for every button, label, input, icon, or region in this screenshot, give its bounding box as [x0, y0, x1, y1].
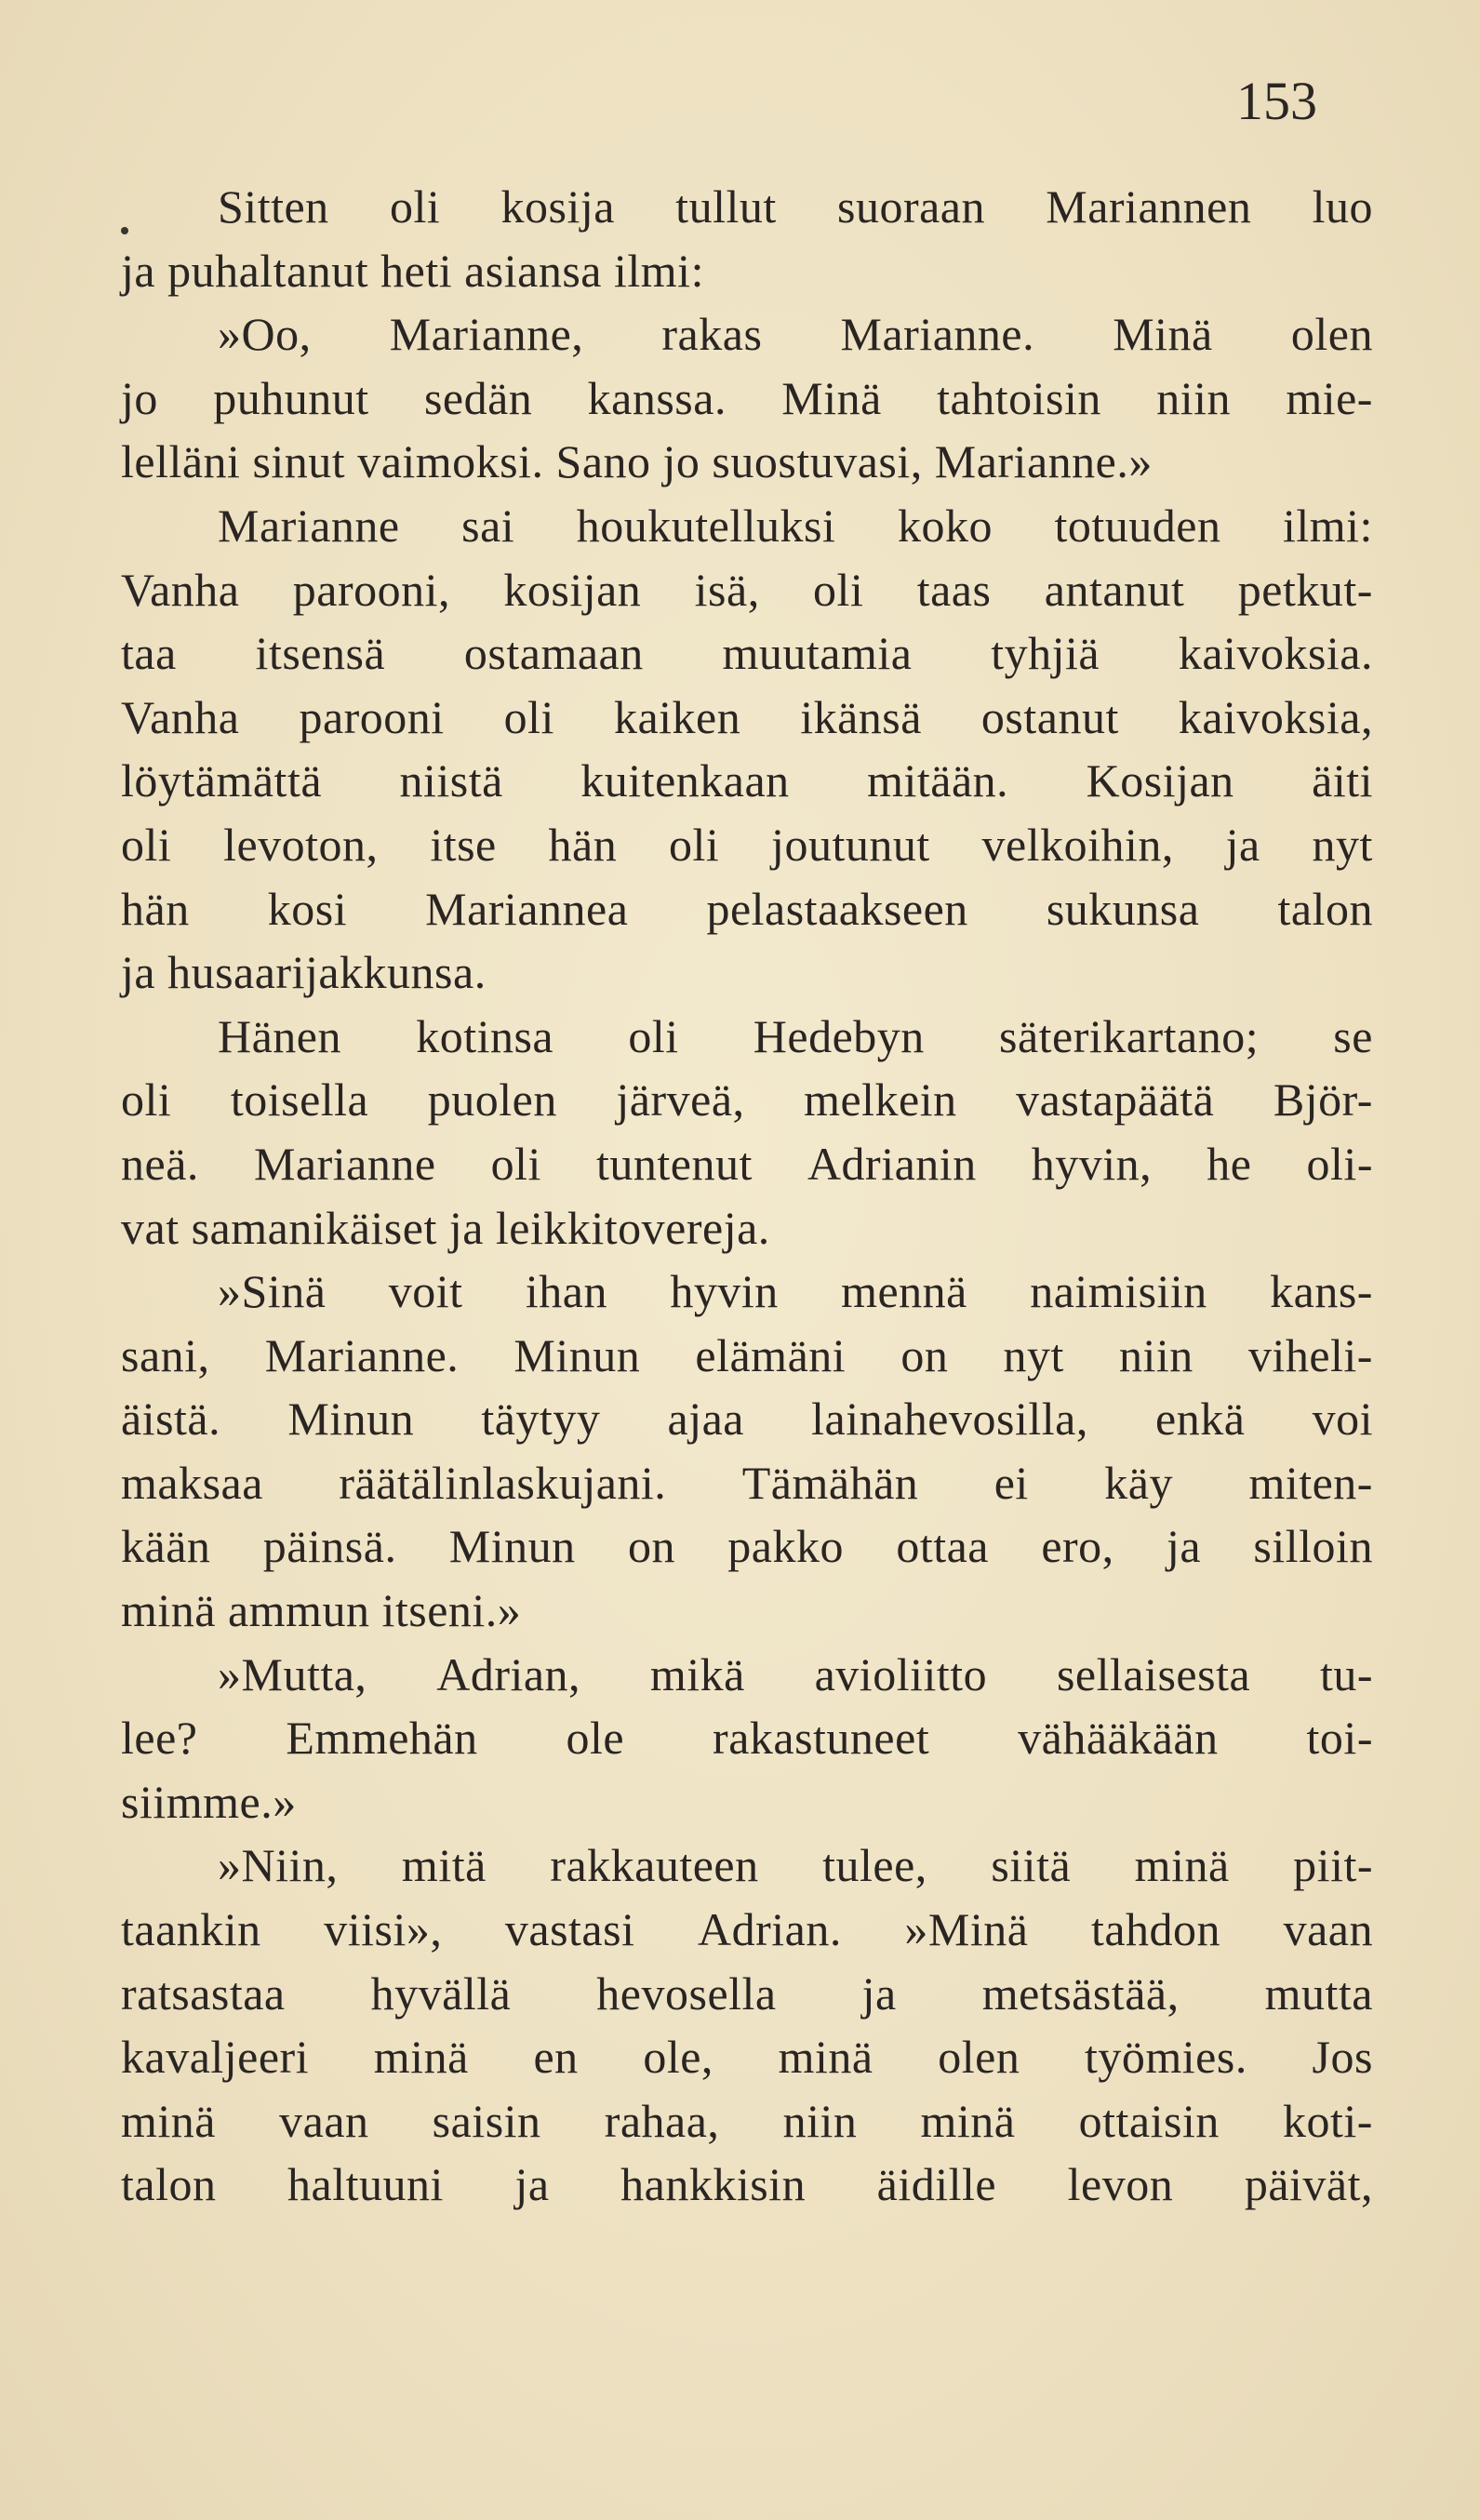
- word: Björ-: [1273, 1073, 1373, 1127]
- word: neä.: [121, 1137, 199, 1190]
- word: he: [1207, 1137, 1252, 1190]
- word: ottaa: [896, 1520, 989, 1573]
- word: itsensä: [255, 627, 386, 680]
- word: totuuden: [1054, 499, 1221, 552]
- word: Marianne: [218, 499, 400, 552]
- text-line: [121, 2153, 1373, 2217]
- word: rakkauteen: [550, 1839, 759, 1892]
- text-line: [121, 558, 1373, 622]
- word: hankkisin: [620, 2158, 807, 2211]
- word: rakas: [661, 308, 763, 361]
- word: antanut: [1044, 563, 1185, 616]
- word: Sitten: [218, 180, 329, 233]
- word: ja: [1225, 818, 1260, 871]
- text-line: [121, 1132, 1373, 1196]
- word: sani,: [121, 1328, 210, 1381]
- text-line: [121, 686, 1373, 750]
- word: ja: [1167, 1520, 1202, 1573]
- word: Minun: [287, 1393, 415, 1446]
- word: vastasi: [504, 1903, 635, 1956]
- word: luo: [1312, 180, 1373, 233]
- word: nyt: [1003, 1328, 1064, 1381]
- word: minä: [1134, 1839, 1230, 1892]
- word: joutunut: [771, 818, 930, 871]
- word: löytämättä: [121, 754, 323, 807]
- word: ei: [993, 1456, 1029, 1509]
- text-line: siimme.»: [121, 1775, 297, 1828]
- word: hän: [548, 818, 618, 871]
- word: jo: [121, 371, 158, 424]
- word: mikä: [649, 1647, 745, 1700]
- word: Mariannen: [1046, 180, 1252, 233]
- word: kans-: [1270, 1265, 1373, 1318]
- word: niin: [782, 2094, 858, 2147]
- word: elämäni: [695, 1328, 847, 1381]
- word: kaivoksia,: [1178, 690, 1373, 743]
- word: oli: [121, 1073, 172, 1127]
- word: Marianne,: [389, 308, 584, 361]
- word: sedän: [423, 371, 533, 424]
- word: oli: [813, 563, 864, 616]
- word: pelastaakseen: [706, 882, 968, 935]
- word: Minä: [781, 371, 882, 424]
- word: minä: [121, 2094, 216, 2147]
- word: taas: [916, 563, 992, 616]
- text-line: [121, 1260, 1373, 1324]
- word: Jos: [1312, 2031, 1373, 2084]
- word: säterikartano;: [998, 1009, 1260, 1062]
- word: kaiken: [613, 690, 741, 743]
- word: kosi: [267, 882, 348, 935]
- word: tuntenut: [596, 1137, 753, 1190]
- word: rakastuneet: [713, 1712, 930, 1765]
- word: sellaisesta: [1056, 1647, 1251, 1700]
- word: pakko: [727, 1520, 844, 1573]
- text-line: lelläni sinut vaimoksi. Sano jo suostuvasi, Marianne.»: [121, 435, 1153, 488]
- word: äiti: [1312, 754, 1373, 807]
- text-line: [121, 1898, 1373, 1962]
- word: »Niin,: [218, 1839, 339, 1892]
- word: muutamia: [722, 627, 913, 680]
- word: talon: [1277, 882, 1373, 935]
- word: viheli-: [1247, 1328, 1373, 1381]
- word: käy: [1104, 1456, 1173, 1509]
- word: levon: [1067, 2158, 1174, 2211]
- word: oli: [389, 180, 441, 233]
- word: työmies.: [1085, 2031, 1247, 2084]
- word: Hänen: [218, 1009, 341, 1062]
- word: tyhjiä: [991, 627, 1100, 680]
- word: viisi»,: [324, 1903, 443, 1956]
- word: petkut-: [1237, 563, 1373, 616]
- word: en: [533, 2031, 579, 2084]
- word: kaivoksia.: [1178, 627, 1373, 680]
- text-line: [121, 1005, 1373, 1069]
- word: hän: [121, 882, 190, 935]
- word: kään: [121, 1520, 211, 1573]
- word: hyvin,: [1031, 1137, 1153, 1190]
- word: mennä: [841, 1265, 967, 1318]
- word: kosijan: [503, 563, 642, 616]
- word: Marianne: [253, 1137, 436, 1190]
- word: kavaljeeri: [121, 2031, 310, 2084]
- word: oli: [490, 1137, 541, 1190]
- word: se: [1333, 1009, 1373, 1062]
- word: päinsä.: [262, 1520, 397, 1573]
- word: saisin: [432, 2094, 541, 2147]
- word: Adrian,: [436, 1647, 581, 1700]
- word: toi-: [1306, 1712, 1373, 1765]
- text-line: ja puhaltanut heti asiansa ilmi:: [121, 244, 704, 297]
- word: vaan: [279, 2094, 369, 2147]
- word: ostanut: [980, 690, 1119, 743]
- text-line: [121, 2089, 1373, 2153]
- word: niistä: [399, 754, 503, 807]
- word: parooni: [299, 690, 445, 743]
- text-line: minä ammun itseni.»: [121, 1584, 522, 1637]
- word: mie-: [1286, 371, 1373, 424]
- word: Hedebyn: [753, 1009, 925, 1062]
- text-line: ja husaarijakkunsa.: [121, 946, 487, 999]
- word: taa: [121, 627, 177, 680]
- word: kotinsa: [416, 1009, 554, 1062]
- word: ostamaan: [463, 627, 644, 680]
- word: ikänsä: [800, 690, 922, 743]
- word: kuitenkaan: [580, 754, 790, 807]
- word: ja: [861, 1967, 897, 2020]
- word: puhunut: [213, 371, 369, 424]
- word: vähääkään: [1018, 1712, 1219, 1765]
- word: Kosijan: [1086, 754, 1234, 807]
- word: tu-: [1319, 1647, 1373, 1700]
- word: oli: [121, 818, 172, 871]
- word: vaan: [1283, 1903, 1373, 1956]
- word: isä,: [694, 563, 760, 616]
- word: minä: [920, 2094, 1016, 2147]
- word: haltuuni: [287, 2158, 444, 2211]
- word: miten-: [1248, 1456, 1373, 1509]
- word: olen: [938, 2031, 1020, 2084]
- text-line: [121, 1324, 1373, 1388]
- word: puolen: [427, 1073, 557, 1127]
- word: »Mutta,: [218, 1647, 367, 1700]
- text-line: [121, 175, 1373, 239]
- word: ole: [566, 1712, 625, 1765]
- word: avioliitto: [814, 1647, 988, 1700]
- word: oli: [503, 690, 554, 743]
- word: Adrian.: [698, 1903, 842, 1956]
- text-line: [121, 1962, 1373, 2026]
- word: järveä,: [616, 1073, 745, 1127]
- page-number: 153: [1236, 71, 1317, 131]
- body-text: [121, 175, 1373, 2217]
- text-line: vat samanikäiset ja leikkitovereja.: [121, 1201, 770, 1254]
- word: ratsastaa: [121, 1967, 286, 2020]
- word: minä: [778, 2031, 873, 2084]
- word: voit: [388, 1265, 463, 1318]
- word: niin: [1156, 371, 1231, 424]
- word: mutta: [1264, 1967, 1373, 2020]
- text-line: [121, 1451, 1373, 1515]
- word: toisella: [230, 1073, 369, 1127]
- word: minä: [373, 2031, 469, 2084]
- word: kosija: [500, 180, 615, 233]
- word: mitä: [401, 1839, 487, 1892]
- word: äistä.: [121, 1393, 221, 1446]
- text-line: [121, 302, 1373, 367]
- word: levoton,: [223, 818, 379, 871]
- word: räätälinlaskujani.: [339, 1456, 667, 1509]
- word: tahdon: [1090, 1903, 1221, 1956]
- word: hevosella: [596, 1967, 777, 2020]
- word: hyvin: [670, 1265, 779, 1318]
- word: silloin: [1253, 1520, 1373, 1573]
- word: Minun: [513, 1328, 641, 1381]
- text-line: [121, 1833, 1373, 1898]
- word: Marianne.: [264, 1328, 460, 1381]
- word: »Sinä: [218, 1265, 327, 1318]
- text-line: [121, 877, 1373, 941]
- word: Emmehän: [286, 1712, 478, 1765]
- text-line: [121, 2025, 1373, 2089]
- text-line: [121, 1643, 1373, 1707]
- word: täytyy: [481, 1393, 601, 1446]
- word: ihan: [525, 1265, 607, 1318]
- word: hyvällä: [370, 1967, 512, 2020]
- word: tahtoisin: [937, 371, 1101, 424]
- word: Vanha: [121, 563, 240, 616]
- word: päivät,: [1244, 2158, 1373, 2211]
- text-line: [121, 749, 1373, 813]
- word: piit-: [1293, 1839, 1373, 1892]
- word: Minä: [1113, 308, 1213, 361]
- word: siitä: [991, 1839, 1072, 1892]
- word: tullut: [675, 180, 777, 233]
- text-line: [121, 1387, 1373, 1451]
- word: ja: [514, 2158, 550, 2211]
- word: lee?: [121, 1712, 198, 1765]
- word: Minun: [448, 1520, 576, 1573]
- word: tulee,: [822, 1839, 927, 1892]
- word: nyt: [1312, 818, 1373, 871]
- word: taankin: [121, 1903, 261, 1956]
- word: enkä: [1155, 1393, 1246, 1446]
- word: oli: [628, 1009, 679, 1062]
- word: ajaa: [667, 1393, 744, 1446]
- word: on: [627, 1520, 675, 1573]
- word: sai: [461, 499, 515, 552]
- word: parooni,: [292, 563, 451, 616]
- text-line: [121, 494, 1373, 558]
- word: »Minä: [904, 1903, 1029, 1956]
- word: oli-: [1306, 1137, 1373, 1190]
- word: ottaisin: [1078, 2094, 1220, 2147]
- word: rahaa,: [604, 2094, 720, 2147]
- word: äidille: [876, 2158, 997, 2211]
- word: koko: [897, 499, 993, 552]
- word: olen: [1290, 308, 1373, 361]
- word: vastapäätä: [1016, 1073, 1215, 1127]
- word: melkein: [804, 1073, 957, 1127]
- text-line: [121, 1068, 1373, 1132]
- word: on: [900, 1328, 949, 1381]
- word: itse: [430, 818, 497, 871]
- word: voi: [1312, 1393, 1373, 1446]
- word: Adrianin: [807, 1137, 977, 1190]
- word: oli: [668, 818, 720, 871]
- text-line: [121, 1706, 1373, 1770]
- word: Marianne.: [840, 308, 1035, 361]
- word: talon: [121, 2158, 217, 2211]
- word: lainahevosilla,: [811, 1393, 1088, 1446]
- word: ero,: [1041, 1520, 1114, 1573]
- word: velkoihin,: [981, 818, 1174, 871]
- word: ole,: [643, 2031, 713, 2084]
- word: Mariannea: [425, 882, 629, 935]
- word: maksaa: [121, 1456, 263, 1509]
- word: ilmi:: [1282, 499, 1373, 552]
- text-line: [121, 813, 1373, 877]
- text-line: [121, 367, 1373, 431]
- word: kanssa.: [587, 371, 727, 424]
- word: mitään.: [867, 754, 1009, 807]
- word: sukunsa: [1046, 882, 1200, 935]
- text-line: [121, 621, 1373, 686]
- word: Tämähän: [741, 1456, 919, 1509]
- word: metsästää,: [981, 1967, 1180, 2020]
- word: koti-: [1283, 2094, 1373, 2147]
- word: Vanha: [121, 690, 240, 743]
- word: naimisiin: [1030, 1265, 1207, 1318]
- word: suoraan: [837, 180, 985, 233]
- word: houkutelluksi: [576, 499, 836, 552]
- text-line: [121, 1514, 1373, 1579]
- word: niin: [1119, 1328, 1193, 1381]
- word: »Oo,: [218, 308, 312, 361]
